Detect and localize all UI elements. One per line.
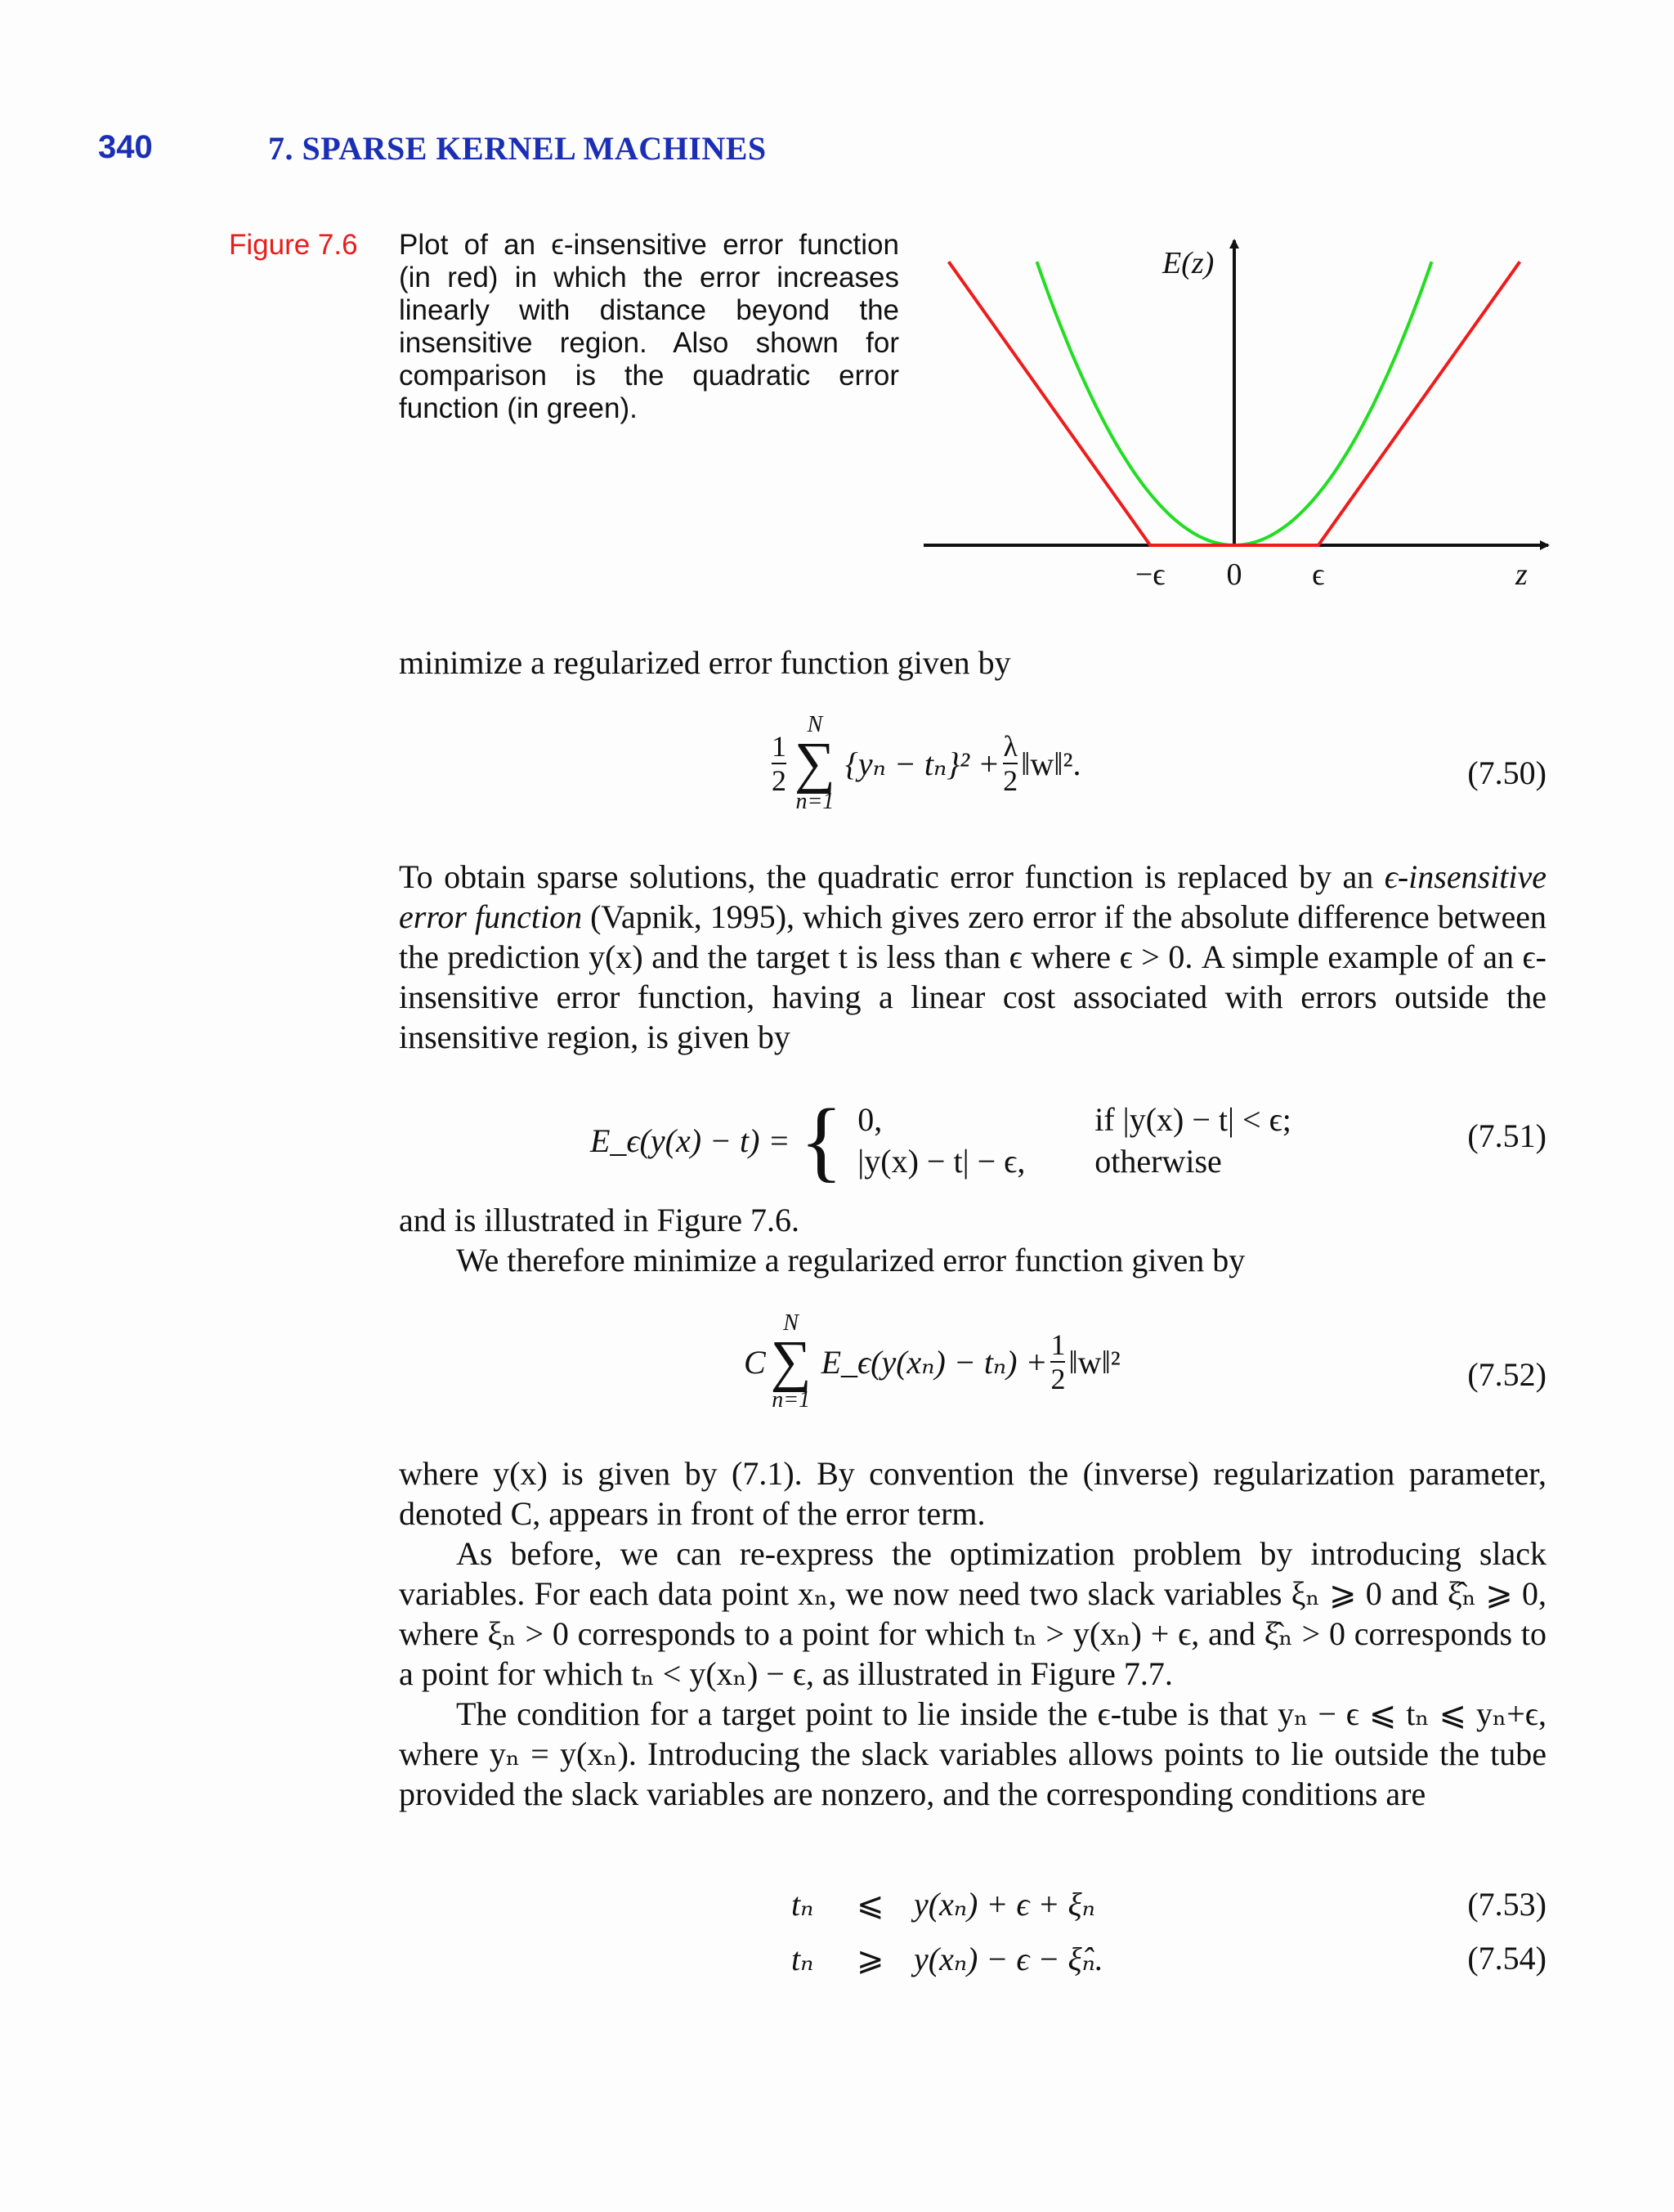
equation-number-7-54: (7.54) <box>1467 1940 1546 1977</box>
eq754-rhs: y(xₙ) − ϵ − ξ̂ₙ. <box>914 1941 1103 1977</box>
eq753-relation: ⩽ <box>857 1886 884 1923</box>
equations-7-53-7-54 <box>791 1885 1103 1978</box>
figure-caption: Plot of an ϵ-insensitive error function (in red) in which the error increases linearly with distance beyond the insensitive region. Also shown for comparison is the quadratic error function (in green). <box>399 229 899 424</box>
eq752-prefix: C <box>744 1343 766 1381</box>
eq754-relation: ⩾ <box>857 1941 884 1977</box>
eq752-tail: ‖w‖² <box>1068 1343 1121 1381</box>
paragraph-illustrated: and is illustrated in Figure 7.6. <box>399 1202 799 1238</box>
p1-text-a: To obtain sparse solutions, the quadratic error function is replaced by an <box>399 858 1385 895</box>
case2-condition: otherwise <box>1094 1143 1222 1180</box>
case1-condition: if |y(x) − t| < ϵ; <box>1094 1101 1291 1138</box>
frac-numerator: 1 <box>772 730 786 763</box>
intro-text: minimize a regularized error function given by <box>399 644 1011 681</box>
equation-7-51 <box>590 1090 1291 1190</box>
equation-number-7-52: (7.52) <box>1467 1356 1546 1393</box>
sum-upper-limit: N <box>783 1310 799 1336</box>
x-axis-label: z <box>1515 557 1528 589</box>
eq750-tail: ‖w‖². <box>1021 745 1081 782</box>
equation-7-52 <box>744 1311 1121 1413</box>
figure-label: Figure 7.6 <box>229 229 358 261</box>
paragraph-eps-tube: The condition for a target point to lie inside the ϵ-tube is that yₙ − ϵ ⩽ tₙ ⩽ yₙ+ϵ, where yₙ = y(xₙ). Introducing the slack variables allows points to lie outside the tube provided the slack variables are nonzero, and the corresponding conditions are <box>399 1695 1546 1812</box>
p1-text-b: (Vapnik, 1995), which gives zero error if the absolute difference between the prediction y(x) and the target t is less than ϵ where ϵ > 0. A simple example of an ϵ-insensitive error function, having a linear cost associated with errors outside the insensitive region, is given by <box>399 898 1547 1055</box>
paragraph-minimize: We therefore minimize a regularized error function given by <box>456 1242 1246 1278</box>
frac-denominator: 2 <box>772 764 786 797</box>
equation-number-7-50: (7.50) <box>1467 754 1546 791</box>
paragraph-regularization: where y(x) is given by (7.1). By convention the (inverse) regularization parameter, denoted C, appears in front of the error term. <box>399 1455 1546 1532</box>
page-number: 340 <box>98 129 153 165</box>
summation: N ∑ n=1 <box>794 712 835 814</box>
eq751-cases <box>857 1100 1291 1180</box>
frac-numerator: λ <box>1003 730 1018 763</box>
eq751-lhs: E_ϵ(y(x) − t) = <box>590 1122 790 1159</box>
eq753-lhs: tₙ <box>791 1886 814 1923</box>
tick-neg-epsilon: −ϵ <box>1135 557 1166 589</box>
equation-number-7-53: (7.53) <box>1467 1886 1546 1923</box>
fraction-lambda <box>1003 730 1018 797</box>
eq752-body: E_ϵ(y(xₙ) − tₙ) + <box>821 1343 1048 1381</box>
error-function-plot <box>915 237 1553 589</box>
p1-emphasis: ϵ-insensitive error function <box>399 858 1546 935</box>
chapter-title: 7. SPARSE KERNEL MACHINES <box>268 130 767 167</box>
case1-value: 0, <box>857 1101 883 1138</box>
brace-icon: { <box>799 1090 844 1190</box>
equation-number-7-51: (7.51) <box>1467 1117 1546 1154</box>
eq754-lhs: tₙ <box>791 1941 814 1977</box>
paragraph-slack-variables: As before, we can re-express the optimization problem by introducing slack variables. For each data point xₙ, we now need two slack variables ξₙ ⩾ 0 and ξ̂ₙ ⩾ 0, where ξₙ > 0 corresponds to a point for which tₙ > y(xₙ) + ϵ, and ξ̂ₙ > 0 corresponds to a point for which tₙ < y(xₙ) − ϵ, as illustrated in Figure 7.7. <box>399 1535 1546 1692</box>
sum-upper-limit: N <box>807 712 823 737</box>
frac-denominator: 2 <box>1050 1363 1066 1395</box>
eq753-rhs: y(xₙ) + ϵ + ξₙ <box>914 1886 1095 1923</box>
paragraph-eps-insensitive <box>399 857 1546 1057</box>
sum-lower-limit: n=1 <box>795 789 835 814</box>
frac-denominator: 2 <box>1003 764 1018 797</box>
tick-epsilon: ϵ <box>1312 557 1325 589</box>
y-axis-label: E(z) <box>1162 246 1215 280</box>
tick-zero: 0 <box>1226 557 1242 589</box>
eq750-body: {yₙ − tₙ}² + <box>844 745 1000 782</box>
equation-7-50 <box>768 713 1081 814</box>
case2-value: |y(x) − t| − ϵ, <box>857 1143 1026 1180</box>
fraction-half <box>1050 1328 1065 1395</box>
summation: N ∑ n=1 <box>770 1310 812 1413</box>
sum-lower-limit: n=1 <box>772 1387 811 1413</box>
frac-numerator: 1 <box>1050 1328 1066 1361</box>
fraction-half <box>772 730 786 797</box>
